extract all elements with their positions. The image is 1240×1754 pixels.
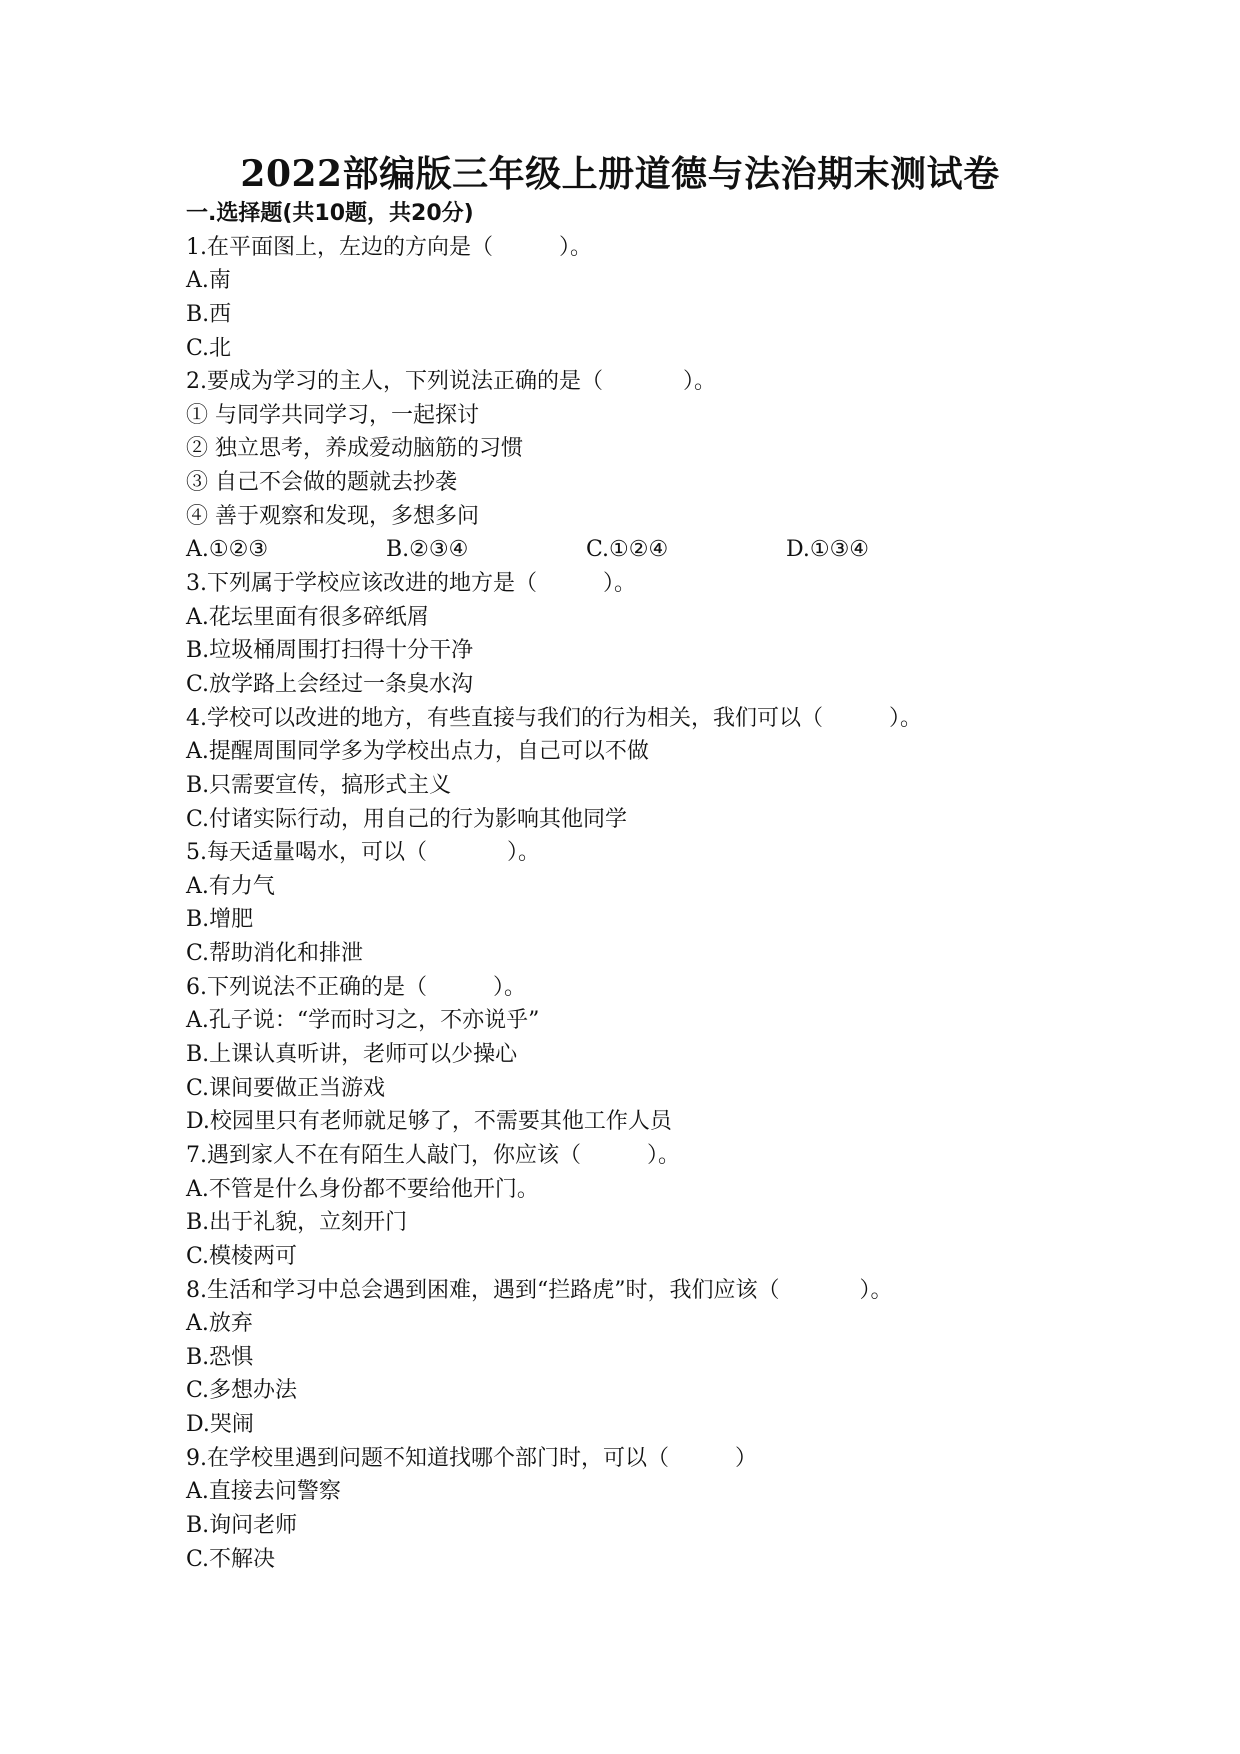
option: A.南 (186, 268, 231, 294)
statement: ③ 自己不会做的题就去抄袭 (186, 470, 457, 496)
question-stem-end: ）。 (507, 840, 541, 866)
option: A.孔子说：“学而时习之，不亦说乎” (186, 1008, 540, 1034)
question-stem-text: 8.生活和学习中总会遇到困难，遇到“拦路虎”时，我们应该（ (186, 1277, 780, 1303)
option: C.模棱两可 (186, 1243, 298, 1269)
option: C.不解决 (186, 1546, 276, 1572)
option-row (186, 533, 1066, 567)
option: B.出于礼貌，立刻开门 (186, 1210, 408, 1236)
option: A.直接去问警察 (186, 1479, 341, 1505)
option: B.②③④ (386, 537, 469, 563)
question-9-stem (186, 1442, 1066, 1476)
question-stem-end: ）。 (559, 234, 593, 260)
question-8-stem (186, 1274, 1066, 1308)
question-3-stem (186, 567, 1066, 601)
option: C.课间要做正当游戏 (186, 1075, 386, 1101)
question-stem-end: ） (735, 1445, 758, 1471)
question-7-stem (186, 1139, 1066, 1173)
question-stem-end: ）。 (493, 974, 527, 1000)
option: B.增肥 (186, 907, 254, 933)
option: C.放学路上会经过一条臭水沟 (186, 671, 474, 697)
question-stem-end: ）。 (889, 705, 923, 731)
question-stem-end: ）。 (603, 571, 637, 597)
option: D.①③④ (786, 537, 870, 563)
question-stem-text: 2.要成为学习的主人，下列说法正确的是（ (186, 369, 603, 395)
question-5-stem (186, 836, 1066, 870)
option: B.上课认真听讲，老师可以少操心 (186, 1042, 518, 1068)
question-stem-text: 7.遇到家人不在有陌生人敲门，你应该（ (186, 1142, 581, 1168)
question-stem-text: 1.在平面图上，左边的方向是（ (186, 234, 493, 260)
statement: ① 与同学共同学习，一起探讨 (186, 402, 479, 428)
option: B.询问老师 (186, 1512, 298, 1538)
option: B.只需要宣传，搞形式主义 (186, 772, 452, 798)
option: C.付诸实际行动，用自己的行为影响其他同学 (186, 806, 628, 832)
option: A.①②③ (186, 537, 269, 563)
question-stem-text: 3.下列属于学校应该改进的地方是（ (186, 571, 537, 597)
question-6-stem (186, 971, 1066, 1005)
option: C.帮助消化和排泄 (186, 941, 364, 967)
statement: ④ 善于观察和发现，多想多问 (186, 503, 479, 529)
option: A.提醒周围同学多为学校出点力，自己可以不做 (186, 739, 649, 765)
question-stem-text: 9.在学校里遇到问题不知道找哪个部门时，可以（ (186, 1445, 669, 1471)
option: B.恐惧 (186, 1344, 254, 1370)
option: A.放弃 (186, 1311, 253, 1337)
question-2-stem (186, 365, 1066, 399)
question-stem-text: 5.每天适量喝水，可以（ (186, 840, 427, 866)
option: A.不管是什么身份都不要给他开门。 (186, 1176, 539, 1202)
question-stem-end: ）。 (683, 369, 717, 395)
question-stem-end: ）。 (647, 1142, 681, 1168)
option: C.北 (186, 335, 232, 361)
option: A.有力气 (186, 873, 275, 899)
question-stem-text: 6.下列说法不正确的是（ (186, 974, 427, 1000)
section-heading: 一.选择题(共10题，共20分) (186, 201, 474, 226)
option: C.多想办法 (186, 1378, 298, 1404)
statement: ② 独立思考，养成爱动脑筋的习惯 (186, 436, 523, 462)
option: D.校园里只有老师就足够了，不需要其他工作人员 (186, 1109, 672, 1135)
option: D.哭闹 (186, 1412, 254, 1438)
option: C.①②④ (586, 537, 669, 563)
exam-content (186, 197, 1066, 1576)
question-4-stem (186, 702, 1066, 736)
question-stem-text: 4.学校可以改进的地方，有些直接与我们的行为相关，我们可以（ (186, 705, 823, 731)
option: B.西 (186, 301, 232, 327)
option: B.垃圾桶周围打扫得十分干净 (186, 638, 474, 664)
option: A.花坛里面有很多碎纸屑 (186, 604, 429, 630)
question-1-stem (186, 231, 1066, 265)
question-stem-end: ）。 (859, 1277, 893, 1303)
page-title: 2022部编版三年级上册道德与法治期末测试卷 (240, 153, 1000, 195)
